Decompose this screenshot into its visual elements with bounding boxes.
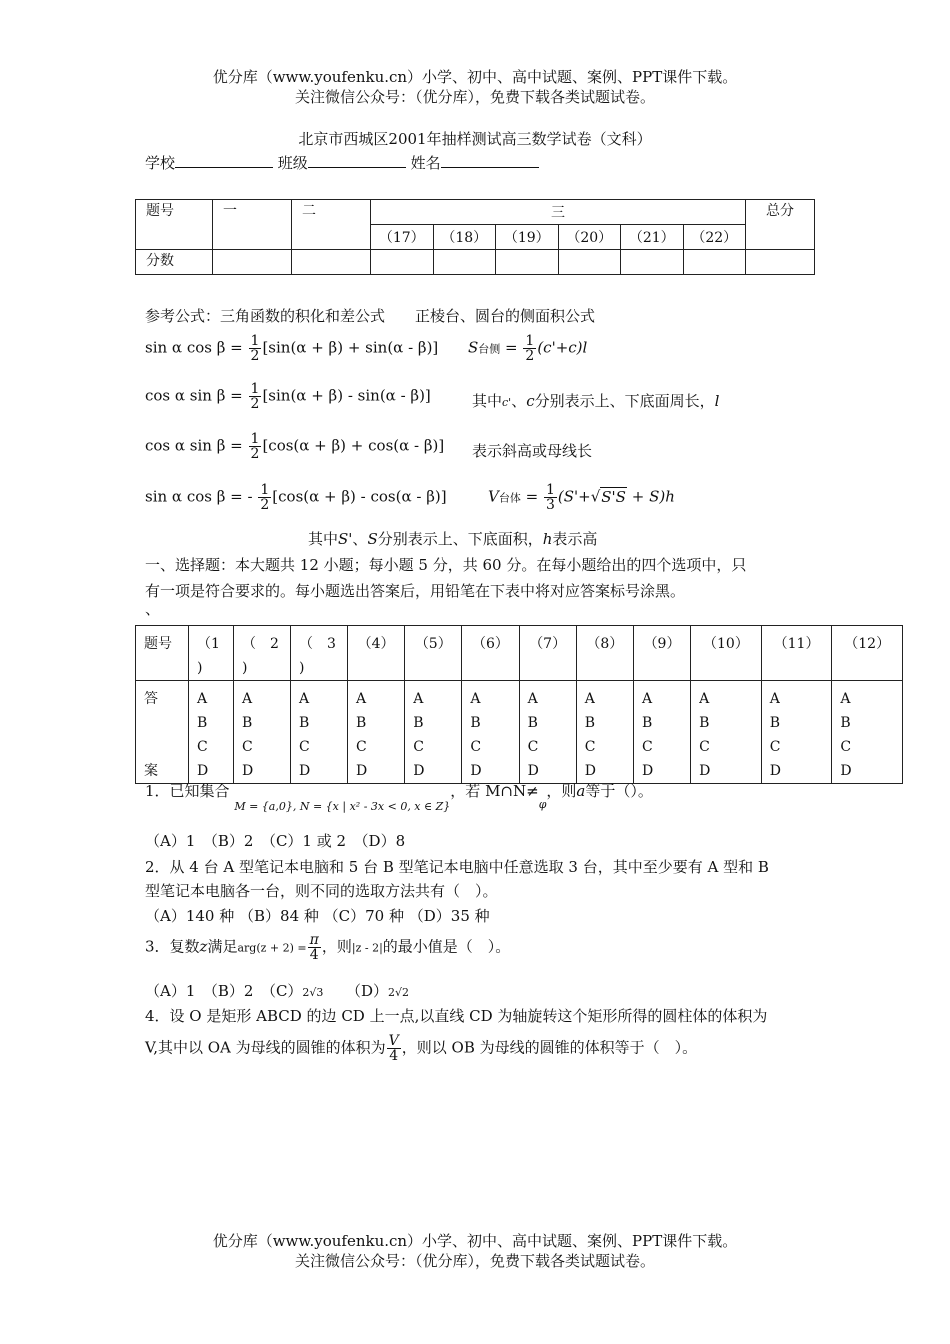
score-sub-18: （18） (433, 225, 496, 250)
answer-num-10: （10） (691, 626, 762, 681)
answer-num-7: （7） (519, 626, 576, 681)
name-label: 姓名 (410, 154, 441, 172)
answer-choices[interactable]: A B C D (576, 681, 633, 784)
score-cell[interactable] (433, 250, 496, 275)
answer-num-1: （1 ) (189, 626, 234, 681)
formula-4 (145, 483, 447, 512)
fraction-pi-4: $\frac{\pi}{4}$ (309, 932, 319, 963)
formula-intro: 参考公式：三角函数的积化和差公式 正棱台、圆台的侧面积公式 (145, 307, 596, 325)
score-cell[interactable] (371, 250, 434, 275)
score-header-2: 二 (292, 200, 371, 250)
score-cell[interactable] (213, 250, 292, 275)
section-1-line-2: 有一项是符合要求的。每小题选出答案后，用铅笔在下表中将对应答案标号涂黑。 (145, 582, 686, 600)
answer-num-6: （6） (462, 626, 519, 681)
question-1-options: （A）1 （B）2 （C）1 或 2 （D）8 (145, 832, 406, 850)
question-3: 3．复数z满足arg(z + 2) = $\frac{\pi}{4}$ ，则|z - 2|的最小值是（ ）。 (145, 932, 511, 963)
exam-title: 北京市西城区2001年抽样测试高三数学试卷（文科） (298, 130, 652, 148)
formula-1-lhs: sin α cos β = (145, 338, 243, 357)
formula-4-lhs: sin α cos β = - (145, 487, 253, 506)
formula-volume: V台体 = $\frac{1}{3}$ (S'+√S'S + S)h (488, 482, 675, 513)
formula-1-rhs: [sin(α + β) + sin(α - β)] (262, 338, 439, 357)
answer-num-5: （5） (405, 626, 462, 681)
question-2-line-1: 2．从 4 台 A 型笔记本电脑和 5 台 B 型笔记本电脑中任意选取 3 台，其中至少要有 A 型和 B (145, 858, 769, 876)
question-2-line-2: 型笔记本电脑各一台，则不同的选取方法共有（ ）。 (145, 882, 498, 900)
answer-num-8: （8） (576, 626, 633, 681)
formula-2-rhs: [sin(α + β) - sin(α - β)] (262, 386, 431, 405)
answer-num-11: （11） (761, 626, 832, 681)
score-sub-17: （17） (371, 225, 434, 250)
score-cell[interactable] (621, 250, 684, 275)
score-header-total: 总分 (746, 200, 815, 250)
section-1-line-1: 一、选择题：本大题共 12 小题；每小题 5 分，共 60 分。在每小题给出的四个选项中，只 (145, 556, 747, 574)
formula-3 (145, 432, 444, 461)
formula-3-rhs: [cos(α + β) + cos(α - β)] (262, 436, 445, 455)
school-blank[interactable] (175, 153, 273, 168)
footer-line-1: 优分库（www.youfenku.cn）小学、初中、高中试题、案例、PPT课件下载。 (212, 1232, 738, 1250)
answer-header-tihao: 题号 (136, 626, 189, 681)
answer-choices[interactable]: A B C D (633, 681, 690, 784)
name-blank[interactable] (441, 153, 539, 168)
answer-row-label: 答 案 (136, 681, 189, 784)
score-cell[interactable] (558, 250, 621, 275)
score-header-3: 三 (371, 200, 746, 225)
formula-2-lhs: cos α sin β = (145, 386, 243, 405)
answer-choices[interactable]: A B C D (519, 681, 576, 784)
class-blank[interactable] (308, 153, 406, 168)
info-fields (145, 152, 539, 173)
answer-table (135, 625, 903, 784)
question-4-line-1: 4．设 O 是矩形 ABCD 的边 CD 上一点,以直线 CD 为轴旋转这个矩形所得的圆柱体的体积为 (145, 1007, 768, 1025)
answer-choices[interactable]: A B C D (462, 681, 519, 784)
fraction-third: $\frac{1}{3}$ (545, 482, 555, 513)
formula-4-rhs: [cos(α + β) - cos(α - β)] (272, 487, 447, 506)
school-label: 学校 (145, 154, 176, 172)
score-sub-21: （21） (621, 225, 684, 250)
formula-note-2: 表示斜高或母线长 (472, 442, 593, 460)
answer-num-4: （4） (348, 626, 405, 681)
fraction-v-4: $\frac{V}{4}$ (388, 1033, 399, 1064)
formula-side-area: S台侧 = $\frac{1}{2}$ (c'+c)l (468, 333, 588, 364)
fraction-half: $\frac{1}{2}$ (260, 482, 270, 513)
answer-choices[interactable]: A B C D (405, 681, 462, 784)
formula-2 (145, 382, 431, 411)
score-cell[interactable] (292, 250, 371, 275)
score-sub-19: （19） (496, 225, 559, 250)
formula-note-1: 其中c'、c分别表示上、下底面周长，l (472, 392, 720, 410)
fraction-half: $\frac{1}{2}$ (250, 381, 260, 412)
answer-choices[interactable]: A B C D (234, 681, 291, 784)
score-header-1: 一 (213, 200, 292, 250)
formula-1 (145, 334, 438, 363)
score-header-tihao: 题号 (136, 200, 213, 250)
fraction-half: $\frac{1}{2}$ (525, 333, 535, 364)
score-table (135, 199, 815, 275)
score-cell[interactable] (496, 250, 559, 275)
answer-choices[interactable]: A B C D (291, 681, 348, 784)
answer-num-9: （9） (633, 626, 690, 681)
fraction-half: $\frac{1}{2}$ (250, 333, 260, 364)
fraction-half: $\frac{1}{2}$ (250, 431, 260, 462)
score-row-label: 分数 (136, 250, 213, 275)
score-cell[interactable] (746, 250, 815, 275)
answer-num-2: （ 2 ) (234, 626, 291, 681)
score-sub-22: （22） (683, 225, 746, 250)
score-cell[interactable] (683, 250, 746, 275)
question-1: 1．已知集合 $_{M = \{a,0\}, N = \{x | x^2 - 3x < 0, x \in Z\}}$，若 $M\cap N\ne_\varphi$，则a等于（）。 (145, 782, 653, 813)
answer-num-3: （ 3 ) (291, 626, 348, 681)
footer-line-2: 关注微信公众号：（优分库），免费下载各类试题试卷。 (294, 1252, 655, 1270)
answer-num-12: （12） (832, 626, 903, 681)
score-sub-20: （20） (558, 225, 621, 250)
formula-3-lhs: cos α sin β = (145, 436, 243, 455)
answer-choices[interactable]: A B C D (189, 681, 234, 784)
answer-choices[interactable]: A B C D (691, 681, 762, 784)
answer-choices[interactable]: A B C D (832, 681, 903, 784)
answer-choices[interactable]: A B C D (348, 681, 405, 784)
header-line-1: 优分库（www.youfenku.cn）小学、初中、高中试题、案例、PPT课件下载。 (212, 68, 738, 86)
answer-choices[interactable]: A B C D (761, 681, 832, 784)
class-label: 班级 (277, 154, 308, 172)
question-3-options: （A）1 （B）2 （C）2√3 （D）2√2 (145, 982, 409, 1000)
formula-note-3: 其中S'、S分别表示上、下底面积，h表示高 (308, 530, 598, 548)
section-1-mark: 、 (145, 600, 161, 618)
question-4-line-2: V,其中以 OA 为母线的圆锥的体积为 $\frac{V}{4}$ ，则以 OB 为母线的圆锥的体积等于（ ）。 (145, 1033, 698, 1064)
header-line-2: 关注微信公众号：（优分库），免费下载各类试题试卷。 (294, 88, 655, 106)
question-2-options: （A）140 种 （B）84 种 （C）70 种 （D）35 种 (145, 907, 490, 925)
question-1-set: M = {a,0}, N = {x | x² - 3x < 0, x ∈ Z} (234, 800, 451, 813)
